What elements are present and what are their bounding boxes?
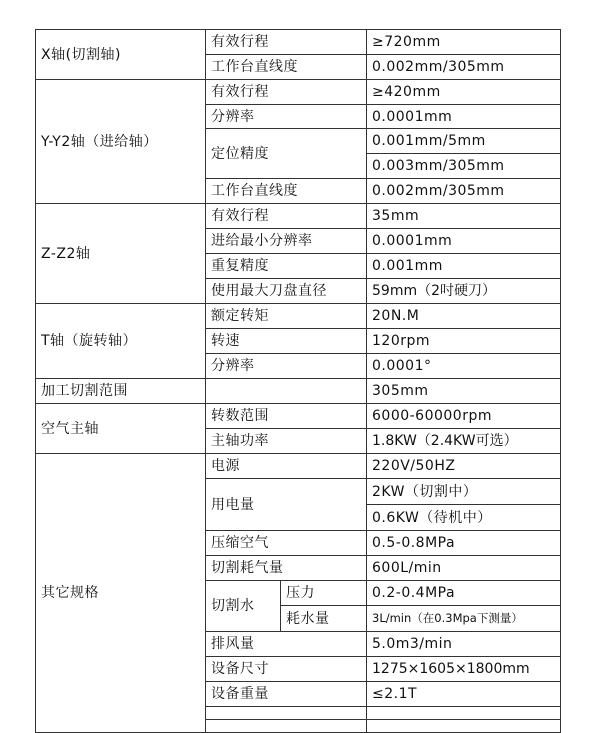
- label-cell: 工作台直线度: [206, 179, 367, 204]
- group-x-axis: X轴(切割轴): [36, 30, 206, 80]
- value-cell: 305mm: [367, 379, 561, 404]
- label-cell: 电源: [206, 454, 367, 479]
- value-cell: 0.6KW（待机中）: [367, 505, 561, 531]
- label-cell: 有效行程: [206, 204, 367, 229]
- empty-value-cell: [367, 707, 561, 720]
- value-cell: 0.5-0.8MPa: [367, 531, 561, 556]
- label-cell: 有效行程: [206, 30, 367, 55]
- empty-label-cell: [206, 379, 367, 404]
- value-cell: 1.8KW（2.4KW可选）: [367, 429, 561, 454]
- sub-label-cell: 耗水量: [281, 606, 367, 632]
- label-cell: 使用最大刀盘直径: [206, 279, 367, 304]
- label-cell: 主轴功率: [206, 429, 367, 454]
- value-cell: 0.001mm: [367, 254, 561, 279]
- label-cell: 工作台直线度: [206, 55, 367, 80]
- value-cell: 0.0001mm: [367, 105, 561, 129]
- group-other: 其它规格: [36, 454, 206, 733]
- label-cell: 分辨率: [206, 354, 367, 379]
- label-cell: 排风量: [206, 632, 367, 657]
- value-cell: 0.002mm/305mm: [367, 179, 561, 204]
- label-cell: 转速: [206, 329, 367, 354]
- group-t-axis: T轴（旋转轴）: [36, 304, 206, 379]
- label-cell: 设备尺寸: [206, 657, 367, 682]
- label-cell: 用电量: [206, 479, 367, 531]
- label-cell: 转数范围: [206, 404, 367, 429]
- value-cell: 20N.M: [367, 304, 561, 329]
- sub-label-cell: 压力: [281, 581, 367, 606]
- group-spindle: 空气主轴: [36, 404, 206, 454]
- label-cell: 切割耗气量: [206, 556, 367, 581]
- value-cell: 0.002mm/305mm: [367, 55, 561, 80]
- value-cell: 3L/min（在0.3Mpa下测量）: [367, 606, 561, 632]
- value-cell: 0.0001°: [367, 354, 561, 379]
- label-cell: 额定转矩: [206, 304, 367, 329]
- label-cell: 重复精度: [206, 254, 367, 279]
- label-cell: 设备重量: [206, 682, 367, 707]
- value-cell: 0.2-0.4MPa: [367, 581, 561, 606]
- value-cell: 220V/50HZ: [367, 454, 561, 479]
- label-cell: 进给最小分辨率: [206, 229, 367, 254]
- value-cell: ≥420mm: [367, 80, 561, 105]
- value-cell: 0.003mm/305mm: [367, 154, 561, 179]
- label-cell: 压缩空气: [206, 531, 367, 556]
- value-cell: 35mm: [367, 204, 561, 229]
- group-z-axis: Z-Z2轴: [36, 204, 206, 304]
- empty-value-cell: [367, 720, 561, 733]
- group-y-axis: Y-Y2轴（进给轴）: [36, 80, 206, 204]
- label-cell: 切割水: [206, 581, 281, 632]
- value-cell: 6000-60000rpm: [367, 404, 561, 429]
- value-cell: 120rpm: [367, 329, 561, 354]
- value-cell: 600L/min: [367, 556, 561, 581]
- label-cell: 分辨率: [206, 105, 367, 129]
- value-cell: 1275×1605×1800mm: [367, 657, 561, 682]
- value-cell: ≥720mm: [367, 30, 561, 55]
- value-cell: 2KW（切割中）: [367, 479, 561, 505]
- value-cell: 59mm（2吋硬刀）: [367, 279, 561, 304]
- value-cell: 0.0001mm: [367, 229, 561, 254]
- value-cell: 0.001mm/5mm: [367, 129, 561, 154]
- group-cut-range: 加工切割范围: [36, 379, 206, 404]
- value-cell: ≤2.1T: [367, 682, 561, 707]
- label-cell: 有效行程: [206, 80, 367, 105]
- empty-label-cell: [206, 720, 367, 733]
- value-cell: 5.0m3/min: [367, 632, 561, 657]
- spec-table: [35, 29, 561, 733]
- empty-label-cell: [206, 707, 367, 720]
- label-cell: 定位精度: [206, 129, 367, 179]
